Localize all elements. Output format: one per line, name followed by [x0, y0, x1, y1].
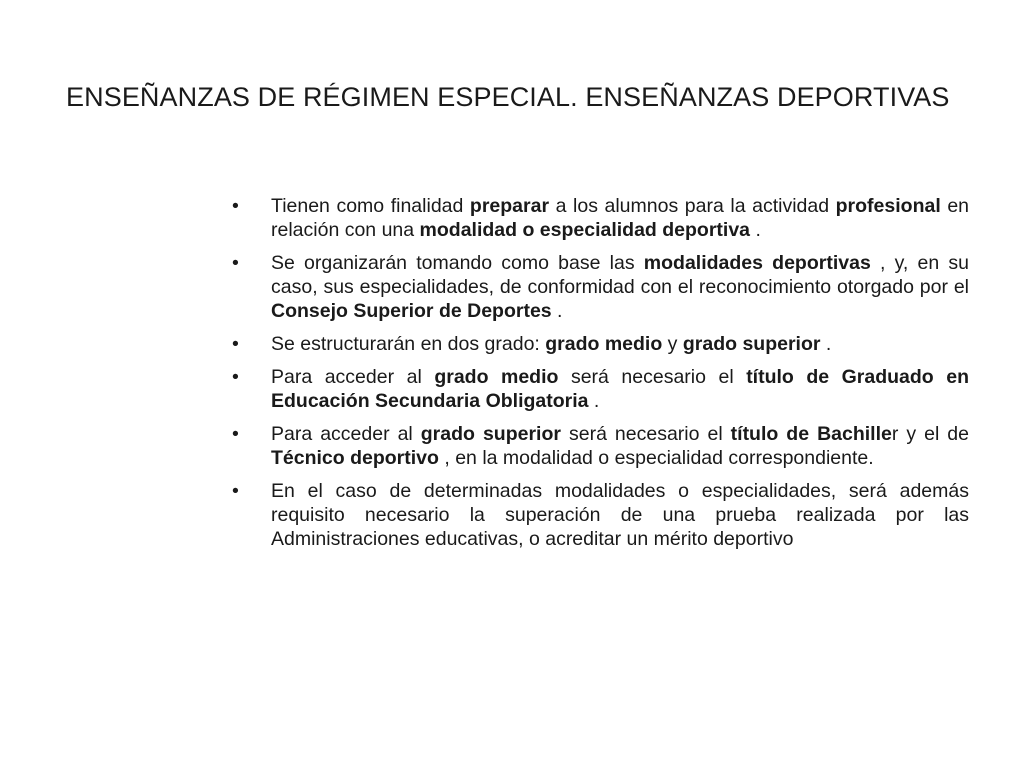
bullet-run: Se estructurarán en dos grado:	[271, 333, 546, 355]
bullet-text	[271, 423, 969, 469]
bullet-point-icon: •	[232, 252, 239, 274]
bullet-text	[271, 252, 969, 322]
bullet-item-2	[232, 251, 969, 323]
bullet-text	[271, 333, 831, 355]
bullet-point-icon: •	[232, 366, 239, 388]
bullet-run: .	[750, 219, 761, 241]
bullet-item-4	[232, 365, 969, 413]
bullet-run: r y el de	[891, 423, 969, 445]
bullet-item-1	[232, 194, 969, 242]
bullet-run-bold: modalidades deportivas	[643, 252, 871, 274]
bullet-run: , y, en su caso, sus especialidades, de conformidad con el reconocimiento otorgado por el	[271, 252, 969, 298]
bullet-point-icon: •	[232, 480, 239, 502]
bullet-point-icon: •	[232, 423, 239, 445]
bullet-run-bold: grado superior	[682, 333, 821, 355]
bullet-item-3	[232, 332, 969, 356]
bullet-run: Para acceder al	[271, 423, 421, 445]
bullet-run: y	[662, 333, 683, 355]
bullet-item-5	[232, 422, 969, 470]
bullet-run: Se organizarán tomando como base las	[271, 252, 644, 274]
bullet-run: será necesario el	[558, 366, 747, 388]
slide-title: ENSEÑANZAS DE RÉGIMEN ESPECIAL. ENSEÑANZAS DEPORTIVAS	[66, 82, 950, 112]
bullet-run-bold: grado medio	[545, 333, 663, 355]
bullet-run-bold: Técnico deportivo	[271, 447, 439, 469]
bullet-run-bold: título de Graduado en Educación Secundaria Obligatoria	[271, 366, 969, 412]
bullet-run: .	[551, 300, 563, 322]
bullet-run-bold: grado superior	[420, 423, 561, 445]
bullet-text	[271, 480, 969, 550]
bullet-list	[232, 194, 969, 560]
bullet-run: .	[588, 390, 600, 412]
bullet-run-bold: modalidad o especialidad deportiva	[419, 219, 751, 241]
bullet-run: en relación con una	[271, 195, 970, 241]
bullet-run: Tienen como finalidad	[271, 195, 470, 217]
bullet-text	[271, 195, 969, 241]
bullet-run-bold: preparar	[469, 195, 550, 217]
bullet-run-bold: título de Bachille	[730, 423, 892, 445]
bullet-run-bold: Consejo Superior de Deportes	[271, 300, 552, 322]
bullet-text	[271, 366, 969, 412]
bullet-run: a los alumnos para la actividad	[549, 195, 836, 217]
bullet-run: Para acceder al	[271, 366, 435, 388]
bullet-run: .	[820, 333, 832, 355]
bullet-point-icon: •	[232, 195, 239, 217]
bullet-run-bold: profesional	[835, 195, 941, 217]
bullet-run: En el caso de determinadas modalidades o especialidades, será además requisito necesario la superación de una prueba realizada por las Administraciones educativas, o acreditar un mérito deportivo	[271, 480, 969, 550]
bullet-run-bold: grado medio	[434, 366, 559, 388]
bullet-run: , en la modalidad o especialidad correspondiente.	[438, 447, 874, 469]
bullet-item-6	[232, 479, 969, 551]
bullet-point-icon: •	[232, 333, 239, 355]
bullet-run: será necesario el	[560, 423, 731, 445]
